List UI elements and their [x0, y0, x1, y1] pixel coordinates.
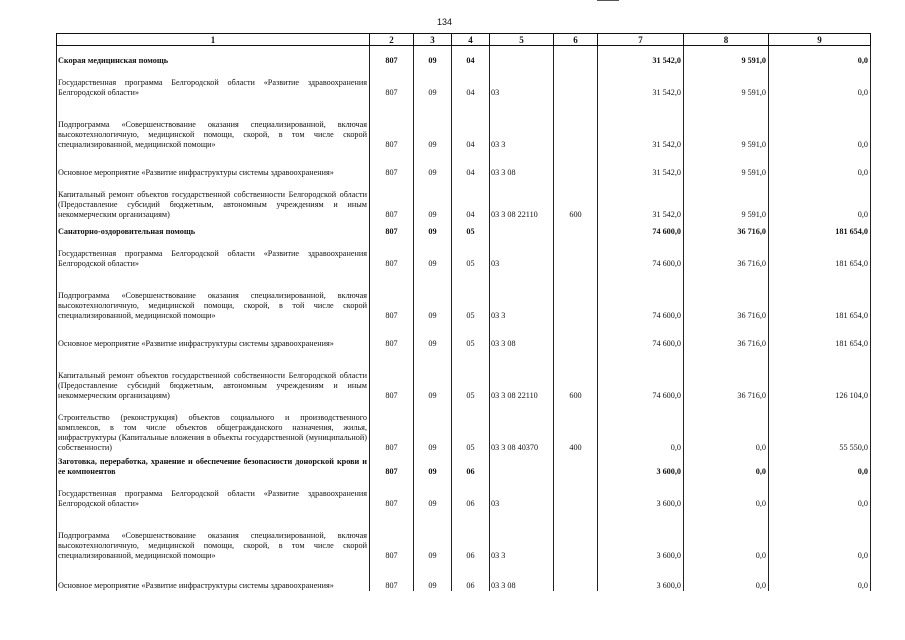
cell-expense-type [554, 220, 598, 237]
cell-subsection: 05 [452, 220, 490, 237]
cell-section: 09 [414, 349, 452, 401]
cell-target-article: 03 [490, 237, 554, 269]
cell-admin-code: 807 [370, 150, 414, 178]
cell-amount-col7: 3 600,0 [598, 561, 684, 591]
header-row [57, 34, 871, 46]
cell-expense-type [554, 321, 598, 349]
row-name: Основное мероприятие «Развитие инфраструктуры системы здравоохранения» [57, 321, 370, 349]
cell-section: 09 [414, 178, 452, 220]
cell-amount-col9: 126 104,0 [769, 349, 871, 401]
cell-target-article [490, 220, 554, 237]
cell-subsection: 05 [452, 401, 490, 453]
cell-target-article [490, 453, 554, 477]
table-row [57, 561, 871, 591]
cell-amount-col8: 0,0 [684, 453, 769, 477]
cell-subsection: 05 [452, 349, 490, 401]
cell-target-article: 03 [490, 66, 554, 98]
row-name: Государственная программа Белгородской области «Развитие здравоохранения Белгородской области» [57, 237, 370, 269]
cell-expense-type: 600 [554, 349, 598, 401]
cell-admin-code: 807 [370, 453, 414, 477]
cell-section: 09 [414, 401, 452, 453]
cell-amount-col9: 0,0 [769, 561, 871, 591]
cell-amount-col7: 31 542,0 [598, 98, 684, 150]
cell-admin-code: 807 [370, 477, 414, 509]
col-header-9: 9 [769, 34, 871, 46]
cell-expense-type [554, 98, 598, 150]
row-name: Капитальный ремонт объектов государственной собственности Белгородской области (Предоставление субсидий бюджетным, автономным учреждениям и иным некоммерческим организациям) [57, 349, 370, 401]
cell-amount-col8: 0,0 [684, 561, 769, 591]
cell-expense-type [554, 46, 598, 66]
cell-amount-col8: 36 716,0 [684, 349, 769, 401]
table-row [57, 66, 871, 98]
cell-amount-col8: 9 591,0 [684, 98, 769, 150]
table-row [57, 321, 871, 349]
cell-amount-col8: 9 591,0 [684, 150, 769, 178]
row-name: Капитальный ремонт объектов государственной собственности Белгородской области (Предоставление субсидий бюджетным, автономным учреждениям и иным некоммерческим организациям) [57, 178, 370, 220]
col-header-1: 1 [57, 34, 370, 46]
cell-amount-col9: 0,0 [769, 66, 871, 98]
cell-expense-type [554, 509, 598, 561]
cell-amount-col8: 36 716,0 [684, 237, 769, 269]
cell-admin-code: 807 [370, 220, 414, 237]
cell-expense-type: 600 [554, 178, 598, 220]
cell-amount-col7: 74 600,0 [598, 237, 684, 269]
row-name: Подпрограмма «Совершенствование оказания специализированной, включая высокотехнологичную, медицинской помощи, скорой, в том числе скорой специализированной, медицинской помощи» [57, 509, 370, 561]
row-name: Заготовка, переработка, хранение и обеспечение безопасности донорской крови и ее компонентов [57, 453, 370, 477]
row-name: Скорая медицинская помощь [57, 46, 370, 66]
cell-section: 09 [414, 237, 452, 269]
col-header-2: 2 [370, 34, 414, 46]
cell-amount-col7: 31 542,0 [598, 178, 684, 220]
cell-amount-col7: 0,0 [598, 401, 684, 453]
page-bottom [56, 611, 870, 612]
col-header-4: 4 [452, 34, 490, 46]
table-row [57, 178, 871, 220]
table-row [57, 237, 871, 269]
cell-expense-type [554, 66, 598, 98]
cell-amount-col7: 3 600,0 [598, 509, 684, 561]
cell-amount-col9: 181 654,0 [769, 321, 871, 349]
table-row [57, 220, 871, 237]
cell-amount-col7: 74 600,0 [598, 321, 684, 349]
cell-section: 09 [414, 477, 452, 509]
cell-expense-type [554, 477, 598, 509]
cell-amount-col9: 0,0 [769, 477, 871, 509]
cell-section: 09 [414, 453, 452, 477]
cell-amount-col7: 74 600,0 [598, 269, 684, 321]
cell-section: 09 [414, 220, 452, 237]
cell-subsection: 04 [452, 98, 490, 150]
cell-admin-code: 807 [370, 561, 414, 591]
cell-admin-code: 807 [370, 66, 414, 98]
cell-subsection: 06 [452, 477, 490, 509]
row-name: Государственная программа Белгородской области «Развитие здравоохранения Белгородской области» [57, 66, 370, 98]
cell-section: 09 [414, 150, 452, 178]
col-header-8: 8 [684, 34, 769, 46]
cell-target-article: 03 3 08 [490, 561, 554, 591]
row-name: Подпрограмма «Совершенствование оказания специализированной, включая высокотехнологичную, медицинской помощи, скорой, в той числе скорой специализированной, медицинской помощи» [57, 269, 370, 321]
cell-amount-col9: 181 654,0 [769, 269, 871, 321]
cell-subsection: 04 [452, 150, 490, 178]
row-name: Основное мероприятие «Развитие инфраструктуры системы здравоохранения» [57, 150, 370, 178]
cell-subsection: 06 [452, 561, 490, 591]
table-row [57, 269, 871, 321]
cell-section: 09 [414, 66, 452, 98]
cell-amount-col8: 9 591,0 [684, 46, 769, 66]
cell-target-article: 03 3 08 [490, 321, 554, 349]
cell-subsection: 06 [452, 509, 490, 561]
cell-admin-code: 807 [370, 401, 414, 453]
cell-target-article: 03 3 08 [490, 150, 554, 178]
page-number: 134 [437, 17, 453, 27]
cell-expense-type [554, 150, 598, 178]
cell-amount-col7: 3 600,0 [598, 453, 684, 477]
cell-section: 09 [414, 46, 452, 66]
row-name: Подпрограмма «Совершенствование оказания специализированной, включая высокотехнологичную, медицинской помощи, скорой, в том числе скорой специализированной, медицинской помощи» [57, 98, 370, 150]
row-name: Санаторно-оздоровительная помощь [57, 220, 370, 237]
cell-subsection: 04 [452, 178, 490, 220]
cell-admin-code: 807 [370, 178, 414, 220]
cell-target-article: 03 3 08 40370 [490, 401, 554, 453]
cell-admin-code: 807 [370, 269, 414, 321]
cell-section: 09 [414, 561, 452, 591]
top-edge-mark [597, 0, 619, 1]
cell-section: 09 [414, 98, 452, 150]
cell-target-article: 03 3 [490, 509, 554, 561]
col-header-6: 6 [554, 34, 598, 46]
cell-expense-type: 400 [554, 401, 598, 453]
cell-amount-col9: 0,0 [769, 178, 871, 220]
cell-amount-col8: 0,0 [684, 509, 769, 561]
table-row [57, 349, 871, 401]
cell-expense-type [554, 453, 598, 477]
cell-amount-col9: 0,0 [769, 509, 871, 561]
cell-amount-col7: 74 600,0 [598, 220, 684, 237]
cell-amount-col7: 31 542,0 [598, 150, 684, 178]
cell-section: 09 [414, 321, 452, 349]
table-row [57, 453, 871, 477]
cell-amount-col8: 36 716,0 [684, 220, 769, 237]
col-header-5: 5 [490, 34, 554, 46]
cell-amount-col8: 36 716,0 [684, 269, 769, 321]
cell-amount-col7: 74 600,0 [598, 349, 684, 401]
row-name: Строительство (реконструкция) объектов социального и производственного комплексов, в том числе объектов общегражданского назначения, жилья, инфраструктуры (Капитальные вложения в объекты государственной (муниципальной) собственности) [57, 401, 370, 453]
cell-target-article: 03 3 08 22110 [490, 178, 554, 220]
cell-target-article: 03 3 [490, 269, 554, 321]
budget-table [56, 33, 871, 591]
cell-expense-type [554, 561, 598, 591]
cell-subsection: 06 [452, 453, 490, 477]
table-row [57, 150, 871, 178]
cell-amount-col9: 55 550,0 [769, 401, 871, 453]
row-name: Государственная программа Белгородской области «Развитие здравоохранения Белгородской области» [57, 477, 370, 509]
cell-target-article [490, 46, 554, 66]
cell-amount-col8: 36 716,0 [684, 321, 769, 349]
cell-target-article: 03 3 [490, 98, 554, 150]
cell-amount-col8: 0,0 [684, 401, 769, 453]
col-header-7: 7 [598, 34, 684, 46]
cell-amount-col9: 181 654,0 [769, 237, 871, 269]
cell-amount-col9: 0,0 [769, 150, 871, 178]
cell-expense-type [554, 237, 598, 269]
table-row [57, 46, 871, 66]
cell-admin-code: 807 [370, 237, 414, 269]
cell-amount-col7: 31 542,0 [598, 66, 684, 98]
table-row [57, 477, 871, 509]
cell-admin-code: 807 [370, 509, 414, 561]
col-header-3: 3 [414, 34, 452, 46]
cell-admin-code: 807 [370, 349, 414, 401]
cell-target-article: 03 [490, 477, 554, 509]
cell-section: 09 [414, 269, 452, 321]
cell-amount-col7: 3 600,0 [598, 477, 684, 509]
row-name: Основное мероприятие «Развитие инфраструктуры системы здравоохранения» [57, 561, 370, 591]
cell-admin-code: 807 [370, 46, 414, 66]
cell-amount-col8: 0,0 [684, 477, 769, 509]
cell-expense-type [554, 269, 598, 321]
table-row [57, 509, 871, 561]
cell-amount-col9: 0,0 [769, 98, 871, 150]
table-row [57, 401, 871, 453]
cell-amount-col9: 0,0 [769, 46, 871, 66]
cell-subsection: 04 [452, 66, 490, 98]
cell-subsection: 05 [452, 321, 490, 349]
cell-admin-code: 807 [370, 98, 414, 150]
table-row [57, 98, 871, 150]
cell-subsection: 04 [452, 46, 490, 66]
cell-section: 09 [414, 509, 452, 561]
cell-amount-col9: 181 654,0 [769, 220, 871, 237]
cell-admin-code: 807 [370, 321, 414, 349]
cell-subsection: 05 [452, 269, 490, 321]
cell-subsection: 05 [452, 237, 490, 269]
cell-amount-col7: 31 542,0 [598, 46, 684, 66]
cell-target-article: 03 3 08 22110 [490, 349, 554, 401]
cell-amount-col8: 9 591,0 [684, 178, 769, 220]
cell-amount-col9: 0,0 [769, 453, 871, 477]
cell-amount-col8: 9 591,0 [684, 66, 769, 98]
